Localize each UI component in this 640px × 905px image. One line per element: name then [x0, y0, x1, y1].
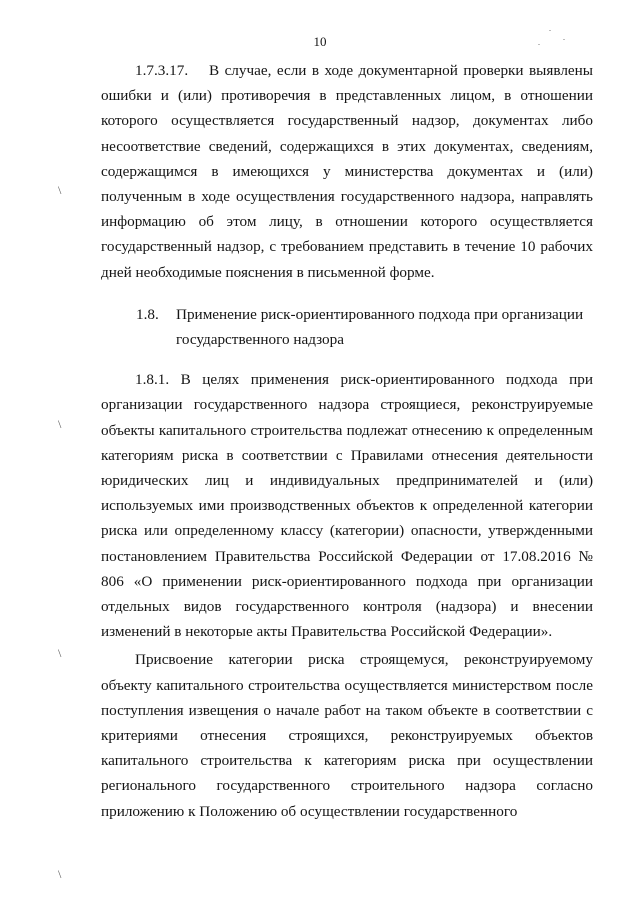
section-title: Применение риск-ориентированного подхода при организации государственного надзора [176, 305, 584, 349]
scan-speck [549, 30, 551, 31]
paragraph-1-7-3-17 [101, 58, 593, 285]
section-number: 1.8. [136, 305, 159, 323]
section-heading-1-8 [101, 302, 593, 352]
margin-mark: \ [58, 646, 62, 660]
paragraph-1-8-1 [101, 367, 593, 644]
paragraph-number: 1.8.1. [135, 371, 170, 389]
margin-mark: \ [58, 867, 62, 881]
paragraph-text: В целях применения риск-ориентированного подхода при организации государственного надзора строящиеся, реконструируемые объекты капитального строительства подлежат отнесению к определенным категориям риска в соответствии с Правилами отнесения деятельности юридических лиц и индивидуальных предпринимателей и (или) используемых ими производственных объектов к определенной категории риска или определенному классу (категории) опасности, утвержденными постановлением Правительства Российской Федерации от 17.08.2016 № 806 «О применении риск-ориентированного подхода при организации отдельных видов государственного контроля (надзора) и внесении изменений в некоторые акты Правительства Российской Федерации». [101, 371, 593, 641]
paragraph-risk-category [101, 647, 593, 823]
paragraph-text: Присвоение категории риска строящемуся, реконструируемому объекту капитального строительства осуществляется министерством после поступления извещения о начале работ на таком объекте в соответствии с критериями отнесения строящихся, реконструируемых объектов капитального строительства к категориям риска при осуществлении регионального государственного строительного надзора согласно приложению к Положению об осуществлении государственного [101, 651, 593, 820]
paragraph-text: В случае, если в ходе документарной проверки выявлены ошибки и (или) противоречия в представленных лицом, в отношении которого осуществляется государственный надзор, документах либо несоответствие сведений, содержащихся в этих документах, сведениям, содержащимся в имеющихся у министерства документах и (или) полученным в ходе осуществления государственного надзора, направлять информацию об этом лицу, в отношении которого осуществляется государственный надзор, с требованием представить в течение 10 рабочих дней необходимые пояснения в письменной форме. [101, 62, 593, 281]
margin-mark: \ [58, 183, 62, 197]
paragraph-number: 1.7.3.17. [135, 62, 189, 79]
page-number: 10 [313, 34, 327, 49]
scan-speck [538, 44, 540, 45]
document-body [101, 58, 593, 824]
margin-mark: \ [58, 417, 62, 431]
scan-speck [563, 39, 565, 40]
